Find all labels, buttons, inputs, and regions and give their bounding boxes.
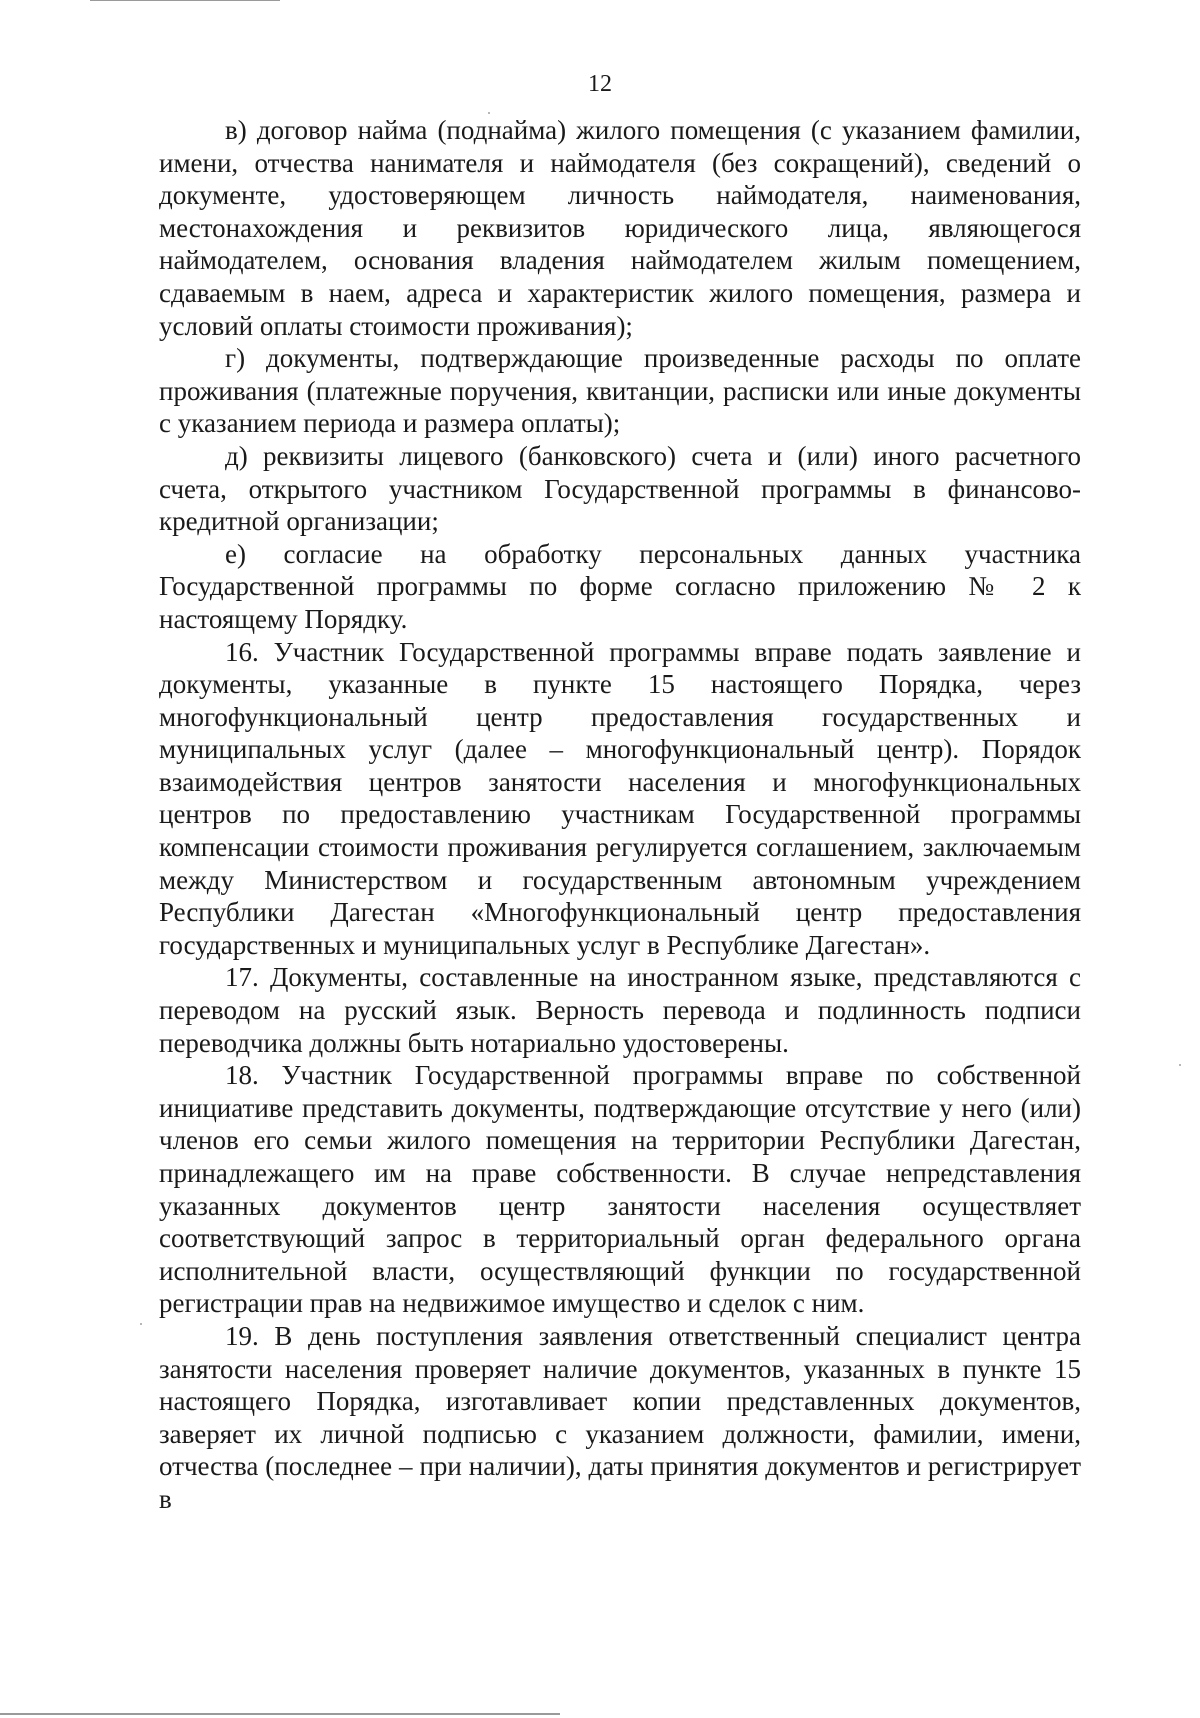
- paragraph-item-e: е) согласие на обработку персональных данных участника Государственной программы по форме согласно приложению № 2 к настоящему Порядку.: [159, 538, 1081, 634]
- scan-edge-bottom: [0, 1713, 560, 1715]
- paragraph-item-g: г) документы, подтверждающие произведенные расходы по оплате проживания (платежные поручения, квитанции, расписки или иные документы с указанием периода и размера оплаты);: [159, 343, 1081, 439]
- scan-edge-top: [90, 0, 280, 1]
- page-number: 12: [588, 71, 612, 97]
- scan-speck: [1179, 1064, 1181, 1066]
- paragraph-clause-19: 19. В день поступления заявления ответственный специалист центра занятости населения проверяет наличие документов, указанных в пункте 15 настоящего Порядка, изготавливает копии представленных документов, заверяет их личной подписью с указанием должности, фамилии, имени, отчества (последнее – при наличии), даты принятия документов и регистрирует в: [159, 1320, 1081, 1514]
- paragraph-clause-17: 17. Документы, составленные на иностранном языке, представляются с переводом на русский язык. Верность перевода и подлинность подписи переводчика должны быть нотариально удостоверены.: [159, 962, 1081, 1058]
- scan-speck: [140, 1323, 142, 1325]
- paragraph-clause-18: 18. Участник Государственной программы вправе по собственной инициативе представить документы, подтверждающие отсутствие у него (или) членов его семьи жилого помещения на территории Республики Дагестан, принадлежащего им на праве собственности. В случае непредставления указанных документов центр занятости населения осуществляет соответствующий запрос в территориальный орган федерального органа исполнительной власти, осуществляющий функции по государственной регистрации прав на недвижимое имущество и сделок с ним.: [159, 1060, 1081, 1319]
- document-body: [159, 114, 1081, 1516]
- paragraph-clause-16: 16. Участник Государственной программы вправе подать заявление и документы, указанные в пункте 15 настоящего Порядка, через многофункциональный центр предоставления государственных и муниципальных услуг (далее – многофункциональный центр). Порядок взаимодействия центров занятости населения и многофункциональных центров по предоставлению участникам Государственной программы компенсации стоимости проживания регулируется соглашением, заключаемым между Министерством и государственным автономным учреждением Республики Дагестан «Многофункциональный центр предоставления государственных и муниципальных услуг в Республике Дагестан».: [159, 636, 1081, 960]
- paragraph-item-v: в) договор найма (поднайма) жилого помещения (с указанием фамилии, имени, отчества нанимателя и наймодателя (без сокращений), сведений о документе, удостоверяющем личность наймодателя, наименования, местонахождения и реквизитов юридического лица, являющегося наймодателем, основания владения наймодателем жилым помещением, сдаваемым в наем, адреса и характеристик жилого помещения, размера и условий оплаты стоимости проживания);: [159, 115, 1081, 341]
- paragraph-item-d: д) реквизиты лицевого (банковского) счета и (или) иного расчетного счета, открытого участником Государственной программы в финансово-кредитной организации;: [159, 440, 1081, 537]
